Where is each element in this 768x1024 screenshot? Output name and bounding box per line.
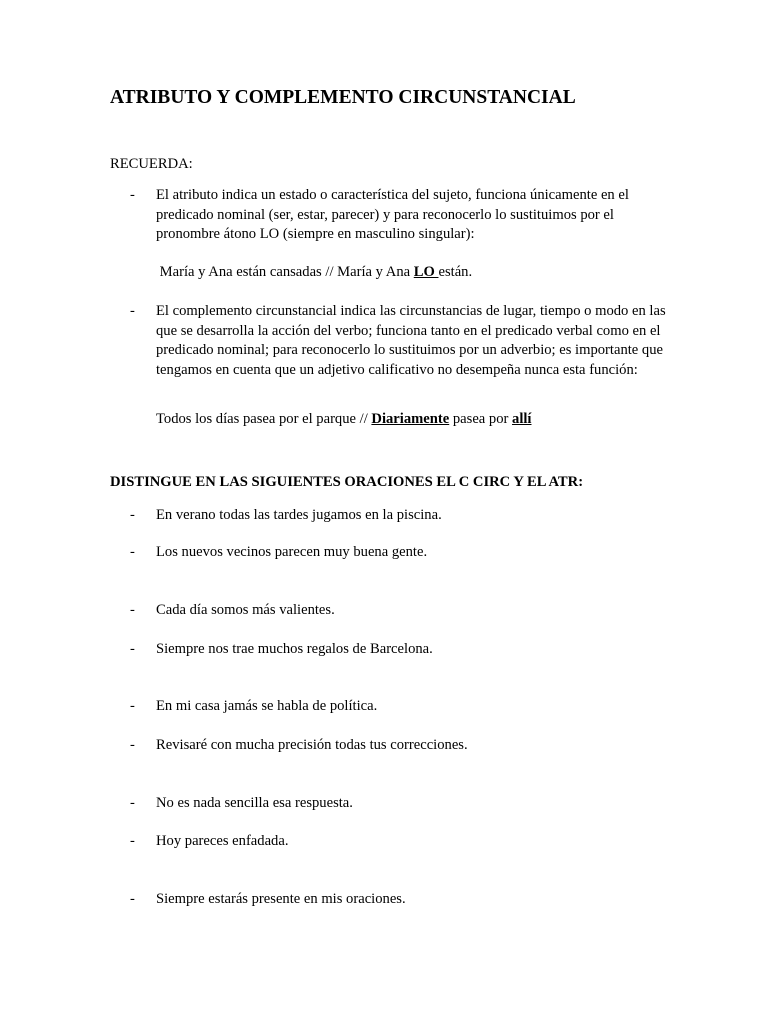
example-sentence-end: están. (438, 264, 473, 280)
bullet-dash: - (130, 641, 135, 657)
exercise-item: En mi casa jamás se habla de política. (156, 698, 378, 714)
example-highlight-diariamente: Diariamente (371, 411, 450, 427)
bullet-dash: - (130, 187, 135, 203)
bullet-dash: - (130, 507, 135, 523)
exercise-item: No es nada sencilla esa respuesta. (156, 795, 353, 811)
example-sentence: María y Ana están cansadas // María y Ana (156, 264, 414, 280)
rule-atributo-example (156, 263, 472, 282)
recuerda-label: RECUERDA: (110, 156, 193, 172)
bullet-dash: - (130, 602, 135, 618)
rule-complemento-example (156, 410, 532, 429)
rule-complemento-text: El complemento circunstancial indica las circunstancias de lugar, tiempo o modo en las que se desarrolla la acción del verbo; funciona tanto en el predicado verbal como en el predicado nominal; para reconocerlo lo sustituimos por un adverbio; es importante que tengamos en cuenta que un adjetivo calificativo no desempeña nunca esta función: (156, 303, 666, 378)
exercise-item: Siempre nos trae muchos regalos de Barcelona. (156, 641, 433, 657)
exercise-item: Cada día somos más valientes. (156, 602, 335, 618)
exercise-item: Revisaré con mucha precisión todas tus correcciones. (156, 737, 468, 753)
exercise-item: Siempre estarás presente en mis oraciones. (156, 891, 406, 907)
bullet-dash: - (130, 795, 135, 811)
document-title: ATRIBUTO Y COMPLEMENTO CIRCUNSTANCIAL (110, 87, 576, 108)
rule-atributo-text: El atributo indica un estado o característica del sujeto, funciona únicamente en el predicado nominal (ser, estar, parecer) y para reconocerlo lo sustituimos por el pronombre átono LO (siempre en masculino singular): (156, 187, 629, 242)
bullet-dash: - (130, 698, 135, 714)
bullet-dash: - (130, 303, 135, 319)
bullet-dash: - (130, 544, 135, 560)
example-sentence-middle: pasea por (449, 411, 513, 427)
exercise-item: Los nuevos vecinos parecen muy buena gente. (156, 544, 428, 560)
example-sentence: Todos los días pasea por el parque // (156, 411, 372, 427)
bullet-dash: - (130, 891, 135, 907)
exercise-item: Hoy pareces enfadada. (156, 833, 289, 849)
exercise-item: En verano todas las tardes jugamos en la piscina. (156, 507, 442, 523)
example-highlight-lo: LO (413, 264, 439, 280)
example-highlight-alli: allí (512, 411, 532, 427)
bullet-dash: - (130, 737, 135, 753)
bullet-dash: - (130, 833, 135, 849)
exercise-heading: DISTINGUE EN LAS SIGUIENTES ORACIONES EL C CIRC Y EL ATR: (110, 474, 584, 490)
